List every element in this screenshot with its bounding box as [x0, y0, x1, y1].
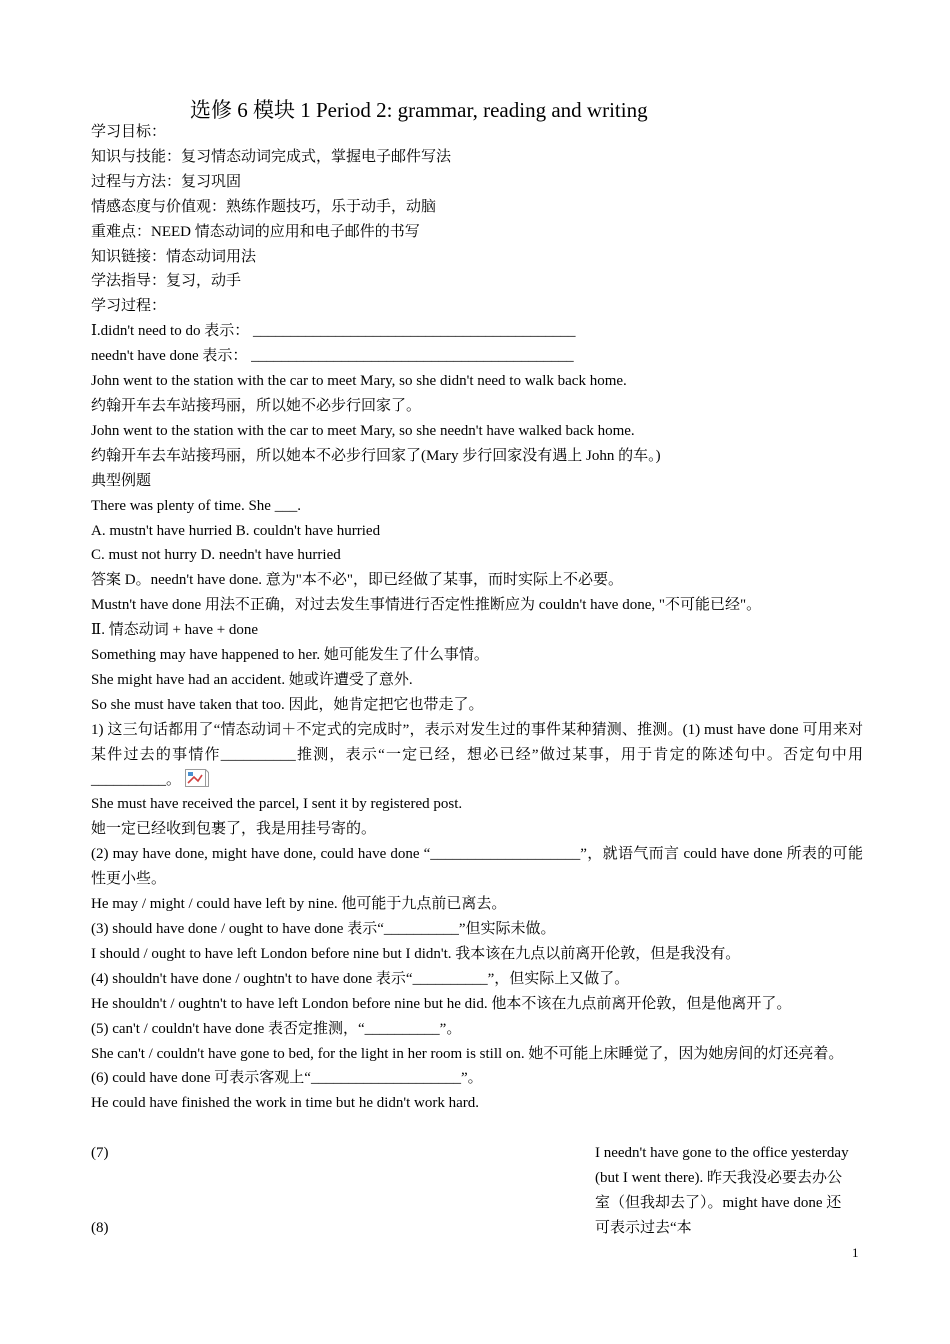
item-label-8: (8): [91, 1220, 109, 1236]
text-line: (3) should have done / ought to have done 表示“__________”但实际未做。: [91, 921, 556, 937]
page-number: 1: [852, 1245, 859, 1260]
text-line: 典型例题: [91, 472, 152, 489]
text-line: So she must have taken that too. 因此，她肯定把它也带走了。: [91, 696, 484, 713]
text-line: 学法指导：复习，动手: [91, 273, 242, 290]
text-line: 学习目标：: [91, 124, 167, 140]
text-line: She must have received the parcel, I sent it by registered post.: [91, 796, 463, 813]
text-line: Ⅰ.didn't need to do 表示： ___________________________________________: [91, 323, 576, 340]
item-label-7: (7): [91, 1145, 109, 1161]
text-line: I should / ought to have left London before nine but I didn't. 我本该在九点以前离开伦敦，但是我没有。: [91, 945, 741, 962]
paragraph-text: 1) 这三句话都用了“情态动词＋不定式的完成时”，表示对发生过的事件某种猜测、推测。(1) must have done 可用来对某件过去的事情作__________推测，表示“一定已经，想必已经”做过某事，用于肯定的陈述句中。否定句中用__________。: [91, 721, 863, 788]
text-line: 情感态度与价值观：熟练作题技巧，乐于动手，动脑: [91, 198, 437, 215]
paragraph: (2) may have done, might have done, could have done “____________________”，就语气而言 could have done 所表的可能性更小些。: [91, 846, 863, 888]
text-line: 重难点：NEED 情态动词的应用和电子邮件的书写: [91, 223, 420, 240]
text-line: He may / might / could have left by nine. 他可能于九点前已离去。: [91, 896, 507, 913]
text-line: needn't have done 表示： ___________________________________________: [91, 348, 574, 365]
text-line: 答案 D。needn't have done. 意为"本不必"，即已经做了某事，而时实际上不必要。: [91, 572, 623, 589]
text-line: 学习过程：: [91, 298, 167, 315]
text-line: 约翰开车去车站接玛丽，所以她本不必步行回家了(Mary 步行回家没有遇上 John 的车。): [91, 447, 661, 464]
text-line: She might have had an accident. 她或许遭受了意外.: [91, 671, 413, 688]
document-title: 选修 6 模块 1 Period 2: grammar, reading and writing: [190, 98, 648, 122]
text-line: (6) could have done 可表示客观上“____________________”。: [91, 1070, 483, 1087]
text-line: 约翰开车去车站接玛丽，所以她不必步行回家了。: [91, 397, 422, 414]
text-line: There was plenty of time. She ___.: [91, 497, 301, 514]
right-column-text: I needn't have gone to the office yesterday (but I went there). 昨天我没必要去办公室（但我却去了）。might have done 还可表示过去“本: [595, 1145, 849, 1236]
paragraph: She can't / couldn't have gone to bed, for the light in her room is still on. 她不可能上床睡觉了，因为她房间的灯还亮着。: [91, 1045, 844, 1062]
text-line: He shouldn't / oughtn't to have left London before nine but he did. 他本不该在九点前离开伦敦，但是他离开了。: [91, 995, 792, 1012]
text-line: 过程与方法：复习巩固: [91, 173, 242, 190]
paragraph: [91, 718, 863, 793]
text-line: 她一定已经收到包裹了，我是用挂号寄的。: [91, 821, 377, 838]
text-line: C. must not hurry D. needn't have hurried: [91, 547, 341, 564]
text-line: John went to the station with the car to meet Mary, so she needn't have walked back home.: [91, 422, 635, 439]
text-line: Something may have happened to her. 她可能发生了什么事情。: [91, 647, 489, 664]
text-line: A. mustn't have hurried B. couldn't have hurried: [91, 522, 381, 539]
text-line: Mustn't have done 用法不正确，对过去发生事情进行否定性推断应为 couldn't have done, "不可能已经"。: [91, 597, 762, 614]
text-line: 知识链接：情态动词用法: [91, 248, 257, 265]
text-line: Ⅱ. 情态动词 + have + done: [91, 622, 259, 639]
document-body: [91, 120, 863, 1116]
text-line: (5) can't / couldn't have done 表否定推测，“__________”。: [91, 1020, 462, 1037]
text-line: (4) shouldn't have done / oughtn't to have done 表示“__________”，但实际上又做了。: [91, 970, 630, 987]
text-line: 知识与技能：复习情态动词完成式，掌握电子邮件写法: [91, 148, 452, 165]
text-line: John went to the station with the car to meet Mary, so she didn't need to walk back home.: [91, 373, 627, 390]
broken-image-icon: [185, 769, 209, 787]
text-line: He could have finished the work in time but he didn't work hard.: [91, 1095, 480, 1112]
